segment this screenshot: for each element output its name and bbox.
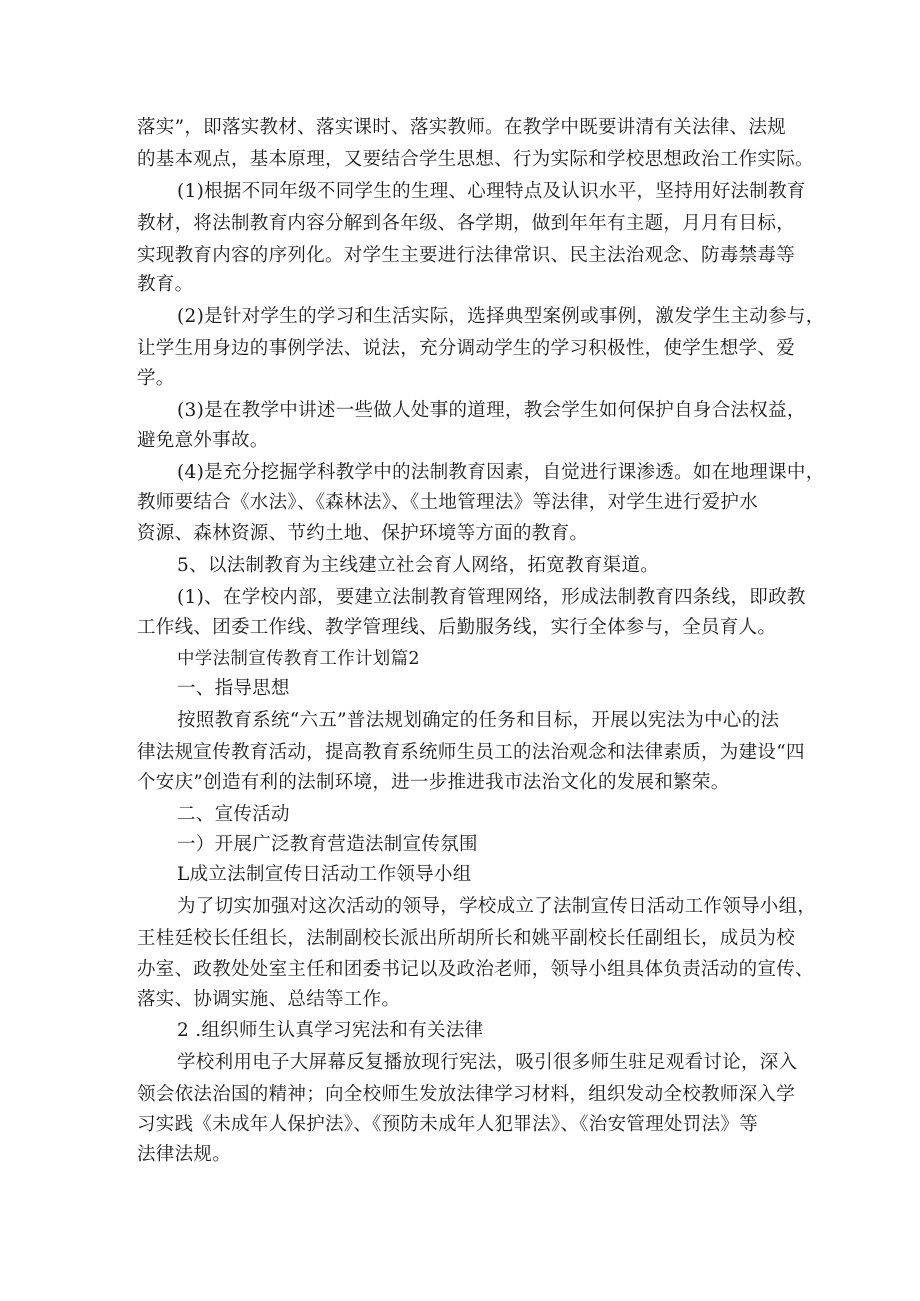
text-line: 工作线、团委工作线、教学管理线、后勤服务线，实行全体参与，全员育人。 — [137, 617, 777, 638]
text-line: (4)是充分挖掘学科教学中的法制教育因素，自觉进行课渗透。如在地理课中， — [177, 462, 825, 483]
section-title: 中学法制宣传教育工作计划篇2 — [177, 649, 420, 669]
text-line: (2)是针对学生的学习和生活实际，选择典型案例或事例，激发学生主动参与， — [177, 306, 825, 327]
text-line: 办室、政教处处室主任和团委书记以及政治老师，领导小组具体负责活动的宣传、 — [137, 959, 814, 980]
text-line: 资源、森林资源、节约土地、保护环境等方面的教育。 — [137, 523, 589, 544]
text-line: 律法规宣传教育活动，提高教育系统师生员工的法治观念和法律素质，为建设“四 — [137, 742, 805, 763]
text-line: 法律法规。 — [137, 1144, 232, 1165]
text-line: 避免意外事故。 — [137, 430, 269, 451]
text-line: 习实践《未成年人保护法》、《预防未成年人犯罪法》、《治安管理处罚法》等 — [137, 1114, 759, 1135]
text-line: 5、以法制教育为主线建立社会育人网络，拓宽教育渠道。 — [177, 555, 660, 576]
text-line: 为了切实加强对这次活动的领导，学校成立了法制宣传日活动工作领导小组， — [177, 896, 817, 917]
text-line: 的基本观点，基本原理，又要结合学生思想、行为实际和学校思想政治工作实际。 — [137, 149, 814, 170]
text-line: 按照教育系统“六五”普法规划确定的任务和目标，开展以宪法为中心的法 — [177, 710, 780, 731]
text-line: 个安庆”创造有利的法制环境，进一步推进我市法治文化的发展和繁荣。 — [137, 772, 730, 793]
heading: 一、指导思想 — [177, 678, 290, 699]
text-line: 落实”，即落实教材、落实课时、落实教师。在教学中既要讲清有关法律、法规 — [137, 117, 786, 138]
text-line: 王桂廷校长任组长，法制副校长派出所胡所长和姚平副校长任副组长，成员为校 — [137, 928, 796, 949]
subheading: L成立法制宣传日活动工作领导小组 — [177, 864, 472, 885]
text-line: 教师要结合《水法》、《森林法》、《土地管理法》等法律，对学生进行爱护水 — [137, 492, 759, 513]
text-line: 实现教育内容的序列化。对学生主要进行法律常识、民主法治观念、防毒禁毒等 — [137, 245, 796, 266]
subheading: 2 .组织师生认真学习宪法和有关法律 — [177, 1020, 484, 1041]
text-line: (1)、在学校内部，要建立法制教育管理网络，形成法制教育四条线，即政教 — [177, 587, 806, 608]
text-line: (3)是在教学中讲述一些做人处事的道理，教会学生如何保护自身合法权益， — [177, 400, 806, 421]
text-line: 学。 — [137, 368, 175, 389]
text-line: 教育。 — [137, 274, 194, 295]
subheading: 一）开展广泛教育营造法制宣传氛围 — [177, 834, 478, 855]
text-line: (1)根据不同年级不同学生的生理、心理特点及认识水平，坚持用好法制教育 — [177, 181, 806, 202]
text-line: 让学生用身边的事例学法、说法，充分调动学生的学习积极性，使学生想学、爱 — [137, 338, 796, 359]
text-line: 教材，将法制教育内容分解到各年级、各学期，做到年年有主题，月月有目标， — [137, 213, 796, 234]
text-line: 领会依法治国的精神；向全校师生发放法律学习材料，组织发动全校教师深入学 — [137, 1084, 796, 1105]
heading: 二、宣传活动 — [177, 804, 290, 825]
text-line: 落实、协调实施、总结等工作。 — [137, 989, 401, 1010]
text-line: 学校利用电子大屏幕反复播放现行宪法，吸引很多师生驻足观看讨论，深入 — [177, 1052, 798, 1073]
